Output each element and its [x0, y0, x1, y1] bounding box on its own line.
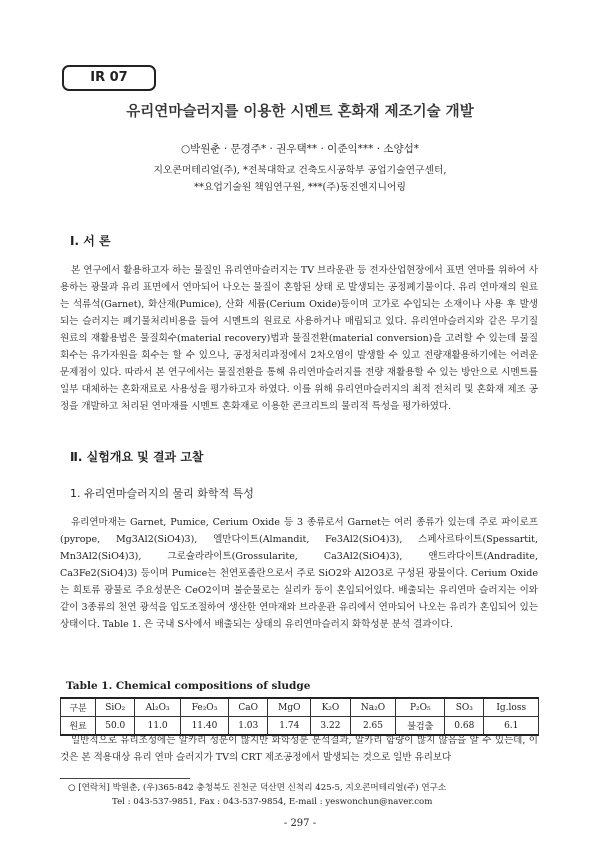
author-list: ○박원춘 · 문경주* · 권우택** · 이준익*** · 소양섭* — [180, 143, 420, 155]
table-cell: 1.74 — [268, 717, 311, 736]
affiliation-line-2: **요업기술원 책임연구원, ***(주)동진엔지니어링 — [194, 182, 406, 193]
table-caption: Table 1. Chemical compositions of sludge — [66, 680, 311, 692]
table-header-cell: MgO — [268, 698, 311, 717]
table-header-cell: Ig.loss — [484, 698, 539, 717]
section-heading-experiment: Ⅱ. 실험개요 및 결과 고찰 — [70, 450, 204, 464]
table-cell: 6.1 — [484, 717, 539, 736]
table-header-cell: Na₂O — [350, 698, 396, 717]
post-table-paragraph: 일반적으로 유리조성에는 알카리 성분이 많지만 화학성분 분석결과, 알카리 함량이 많지 않음을 알 수 있는데, 이것은 본 적용대상 유리 연마 슬러지가 TV의 CRT 제조공정에서 발생되는 것으로 일반 유리보다 — [60, 735, 538, 763]
subsection-heading: 1. 유리연마슬러지의 물리 화학적 특성 — [70, 487, 254, 500]
table-header-cell: P₂O₅ — [396, 698, 445, 717]
table-header-cell: Fe₂O₃ — [180, 698, 228, 717]
table-cell: 1.03 — [229, 717, 268, 736]
table-header-cell: Al₂O₃ — [135, 698, 180, 717]
table-cell: 11.0 — [135, 717, 180, 736]
affiliation-line-1: 지오콘머테리얼(주), *전북대학교 건축도시공학부 공업기술연구센터, — [153, 165, 447, 176]
table-cell: 0.68 — [445, 717, 484, 736]
table-header-row — [61, 698, 539, 717]
page-number: - 297 - — [283, 818, 317, 829]
table-cell: 3.22 — [311, 717, 350, 736]
footnote-contact-details — [68, 796, 432, 809]
table-cell: 11.40 — [180, 717, 228, 736]
introduction-paragraph: 본 연구에서 활용하고자 하는 물질인 유리연마슬러지는 TV 브라운관 등 전자산업현장에서 표면 연마를 위하여 사용하는 광물과 유리 표면에서 연마되어 나오는 물질이 혼합된 상태 로 발생되는 공정폐기물이다. 유리 연마재의 원료는 석류석(Garnet), 화산재(Pumice), 산화 세륨(Cerium Oxide)등이며 고가로 수입되는 소재이나 사용 후 발생되는 슬러지는 폐기물처리비용을 들여 시멘트의 원료로 사용하거나 매립되고 있다. 유리연마슬러지와 같은 무기질 원료의 재활용법은 물질회수(material recovery)법과 물질전환(material conversion)을 고려할 수 있는데 물질회수는 유가자원을 회수는 할 수 있으나, 공정처리과정에서 2차오염이 발생할 수 있고 전량재활용하기에는 어려운 문제점이 있다. 따라서 본 연구에서는 물질전환을 통해 유리연마슬러지를 전량 재활용할 수 있는 방안으로 시멘트를 일부 대체하는 혼화재료로 사용성을 평가하고자 하였다. 이를 위해 유리연마슬러지의 최적 전처리 및 혼화재 제조 공정을 개발하고 처리된 연마재를 시멘트 혼화재로 이용한 콘크리트의 물리적 특성을 평가하였다. — [60, 265, 538, 412]
table-header-cell: SiO₂ — [96, 698, 135, 717]
footnote-divider — [60, 778, 190, 779]
footnote-contact: ○ [연락처] 박원춘, (우)365-842 충청북도 진천군 덕산면 신척리 425-5, 지오콘머테리얼(주) 연구소 — [68, 783, 447, 793]
table-cell: 원료 — [61, 717, 96, 736]
section-code-badge: IR 07 — [62, 65, 156, 91]
paper-title: 유리연마슬러지를 이용한 시멘트 혼화재 제조기술 개발 — [126, 104, 474, 120]
table-header-cell: K₂O — [311, 698, 350, 717]
chemical-composition-table — [60, 697, 539, 736]
table-header-cell: SO₃ — [445, 698, 484, 717]
table-header-cell: 구분 — [61, 698, 96, 717]
table-header-cell: CaO — [229, 698, 268, 717]
table-cell: 2.65 — [350, 717, 396, 736]
table-cell: 불검출 — [396, 717, 445, 736]
materials-paragraph: 유리연마재는 Garnet, Pumice, Cerium Oxide 등 3 종류로서 Garnet는 여러 종류가 있는데 주로 파이로프(pyrope, Mg3Al2(SiO4)3), 엘만다이트(Almandit, Fe3Al2(SiO4)3), 스페사르타이트(Spessartit, Mn3Al2(SiO4)3), 그로슐라라이트(Grossularite, Ca3Al2(SiO4)3), 앤드라다이트(Andradite, Ca3Fe2(SiO4)3) 등이며 Pumice는 천연포졸란으로서 주로 SiO2와 Al2O3로 구성된 광물이다. Cerium Oxide는 희토류 광물로 주요성분은 CeO2이며 불순물로는 실리카 등이 혼입되어있다. 배출되는 유리연마 슬러지는 이와 같이 3종류의 천연 광석을 입도조절하여 생산한 연마재와 브라운관 유리에서 연마되어 나오는 유리가 혼입되어 있는 상태이다. Table 1. 은 국내 S사에서 배출되는 상태의 유리연마슬러지 화학성분 분석 결과이다. — [60, 517, 538, 630]
table-cell: 50.0 — [96, 717, 135, 736]
section-heading-introduction: Ⅰ. 서 론 — [70, 234, 111, 248]
footnote-contact-details-text: Tel : 043-537-9851, Fax : 043-537-9854, E-mail : yeswonchun@naver.com — [112, 797, 433, 807]
